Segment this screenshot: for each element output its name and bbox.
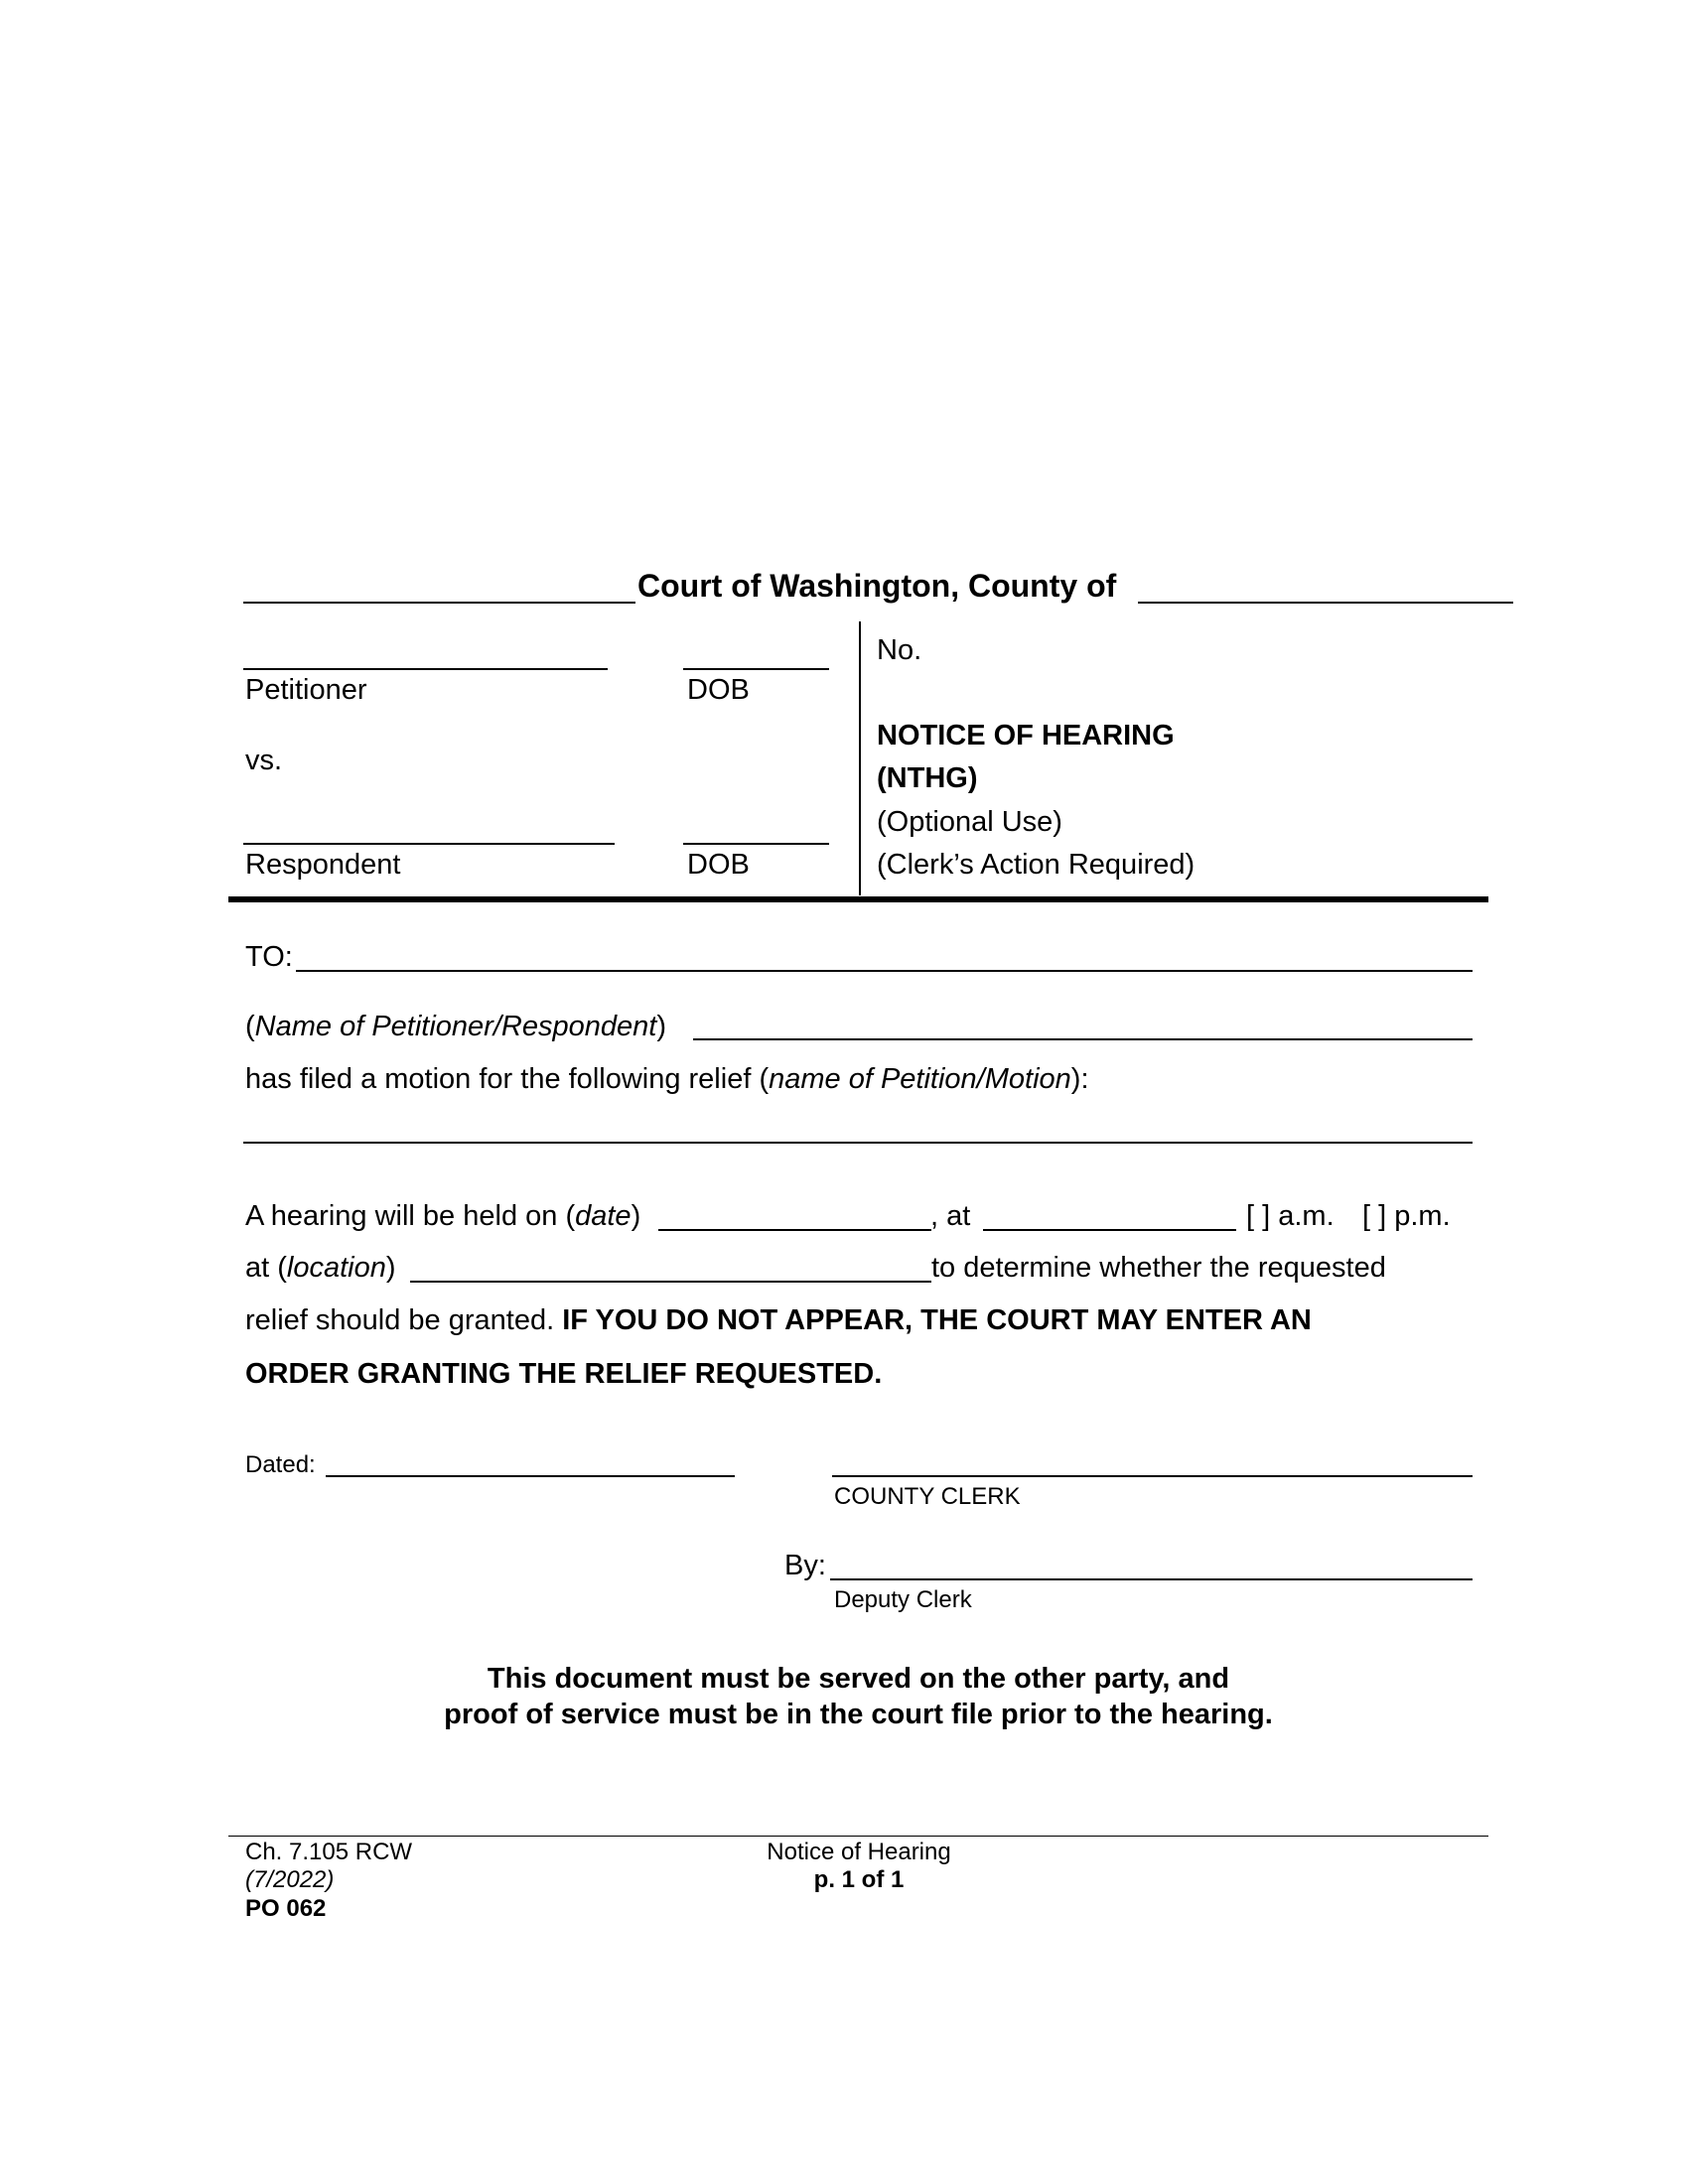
footer-rule <box>228 1836 1488 1837</box>
location-italic: location <box>286 1252 386 1284</box>
footer-form-code: PO 062 <box>245 1895 327 1922</box>
relief-text: relief should be granted. <box>245 1304 555 1336</box>
hearing-text <box>245 1202 640 1231</box>
form-title: NOTICE OF HEARING <box>877 720 1175 751</box>
motion-text-italic: name of Petition/Motion <box>769 1063 1071 1095</box>
location-start: at ( <box>245 1252 287 1284</box>
caption-divider <box>859 621 861 895</box>
clerk-action-note: (Clerk’s Action Required) <box>877 849 1196 881</box>
movant-name-line[interactable] <box>693 1038 1473 1040</box>
location-close: ) <box>385 1252 396 1284</box>
petitioner-dob-label: DOB <box>687 674 750 706</box>
motion-text-start: has filed a motion for the following relief ( <box>245 1063 770 1095</box>
vs-label: vs. <box>245 745 283 776</box>
respondent-label: Respondent <box>245 849 401 881</box>
optional-use-note: (Optional Use) <box>877 806 1062 838</box>
footer-form-title: Notice of Hearing <box>767 1839 951 1865</box>
to-blank-line[interactable] <box>296 970 1473 972</box>
name-label-italic: Name of Petitioner/Respondent <box>254 1011 657 1042</box>
name-label-close: ) <box>656 1011 666 1042</box>
to-label: TO: <box>245 941 293 973</box>
hearing-time-line[interactable] <box>983 1229 1236 1231</box>
hearing-date-italic: date <box>575 1200 632 1232</box>
respondent-dob-line[interactable] <box>683 843 829 845</box>
footer-revision: (7/2022) <box>245 1866 335 1893</box>
respondent-dob-label: DOB <box>687 849 750 881</box>
dated-line[interactable] <box>326 1475 735 1477</box>
motion-text <box>245 1065 1089 1094</box>
name-label-open: ( <box>245 1011 255 1042</box>
caption-separator <box>228 896 1488 902</box>
court-name-blank-line[interactable] <box>243 602 635 604</box>
motion-text-end: ): <box>1070 1063 1089 1095</box>
petitioner-name-line[interactable] <box>243 668 608 670</box>
county-clerk-signature-line[interactable] <box>832 1475 1473 1477</box>
form-code-title: (NTHG) <box>877 762 978 794</box>
hearing-text-start: A hearing will be held on ( <box>245 1200 576 1232</box>
warning-line-1: IF YOU DO NOT APPEAR, THE COURT MAY ENTER AN <box>562 1304 1312 1336</box>
am-checkbox[interactable]: [ ] a.m. <box>1246 1200 1335 1232</box>
footer-page-number: p. 1 of 1 <box>813 1866 905 1893</box>
hearing-date-line[interactable] <box>658 1229 931 1231</box>
dated-label: Dated: <box>245 1451 316 1478</box>
court-header-text: Court of Washington, County of <box>637 568 1117 604</box>
motion-blank-line[interactable] <box>243 1142 1473 1144</box>
location-blank-line[interactable] <box>410 1281 931 1283</box>
petitioner-label: Petitioner <box>245 674 367 706</box>
case-number-label: No. <box>877 634 922 666</box>
hearing-at-text: , at <box>930 1200 971 1232</box>
relief-line <box>245 1306 1312 1335</box>
footer-statute: Ch. 7.105 RCW <box>245 1839 413 1865</box>
warning-line-2: ORDER GRANTING THE RELIEF REQUESTED. <box>245 1358 883 1390</box>
location-text <box>245 1254 396 1283</box>
petitioner-dob-line[interactable] <box>683 668 829 670</box>
determine-text: to determine whether the requested <box>931 1252 1386 1284</box>
county-clerk-label: COUNTY CLERK <box>834 1483 1021 1510</box>
deputy-clerk-label: Deputy Clerk <box>834 1586 972 1613</box>
county-name-blank-line[interactable] <box>1138 602 1513 604</box>
service-notice-line-2: proof of service must be in the court file prior to the hearing. <box>444 1699 1273 1730</box>
deputy-clerk-signature-line[interactable] <box>830 1578 1473 1580</box>
pm-checkbox[interactable]: [ ] p.m. <box>1362 1200 1451 1232</box>
service-notice-line-1: This document must be served on the other party, and <box>487 1663 1230 1695</box>
respondent-name-line[interactable] <box>243 843 615 845</box>
by-label: By: <box>784 1550 826 1581</box>
hearing-text-close: ) <box>631 1200 641 1232</box>
name-label <box>245 1013 666 1041</box>
